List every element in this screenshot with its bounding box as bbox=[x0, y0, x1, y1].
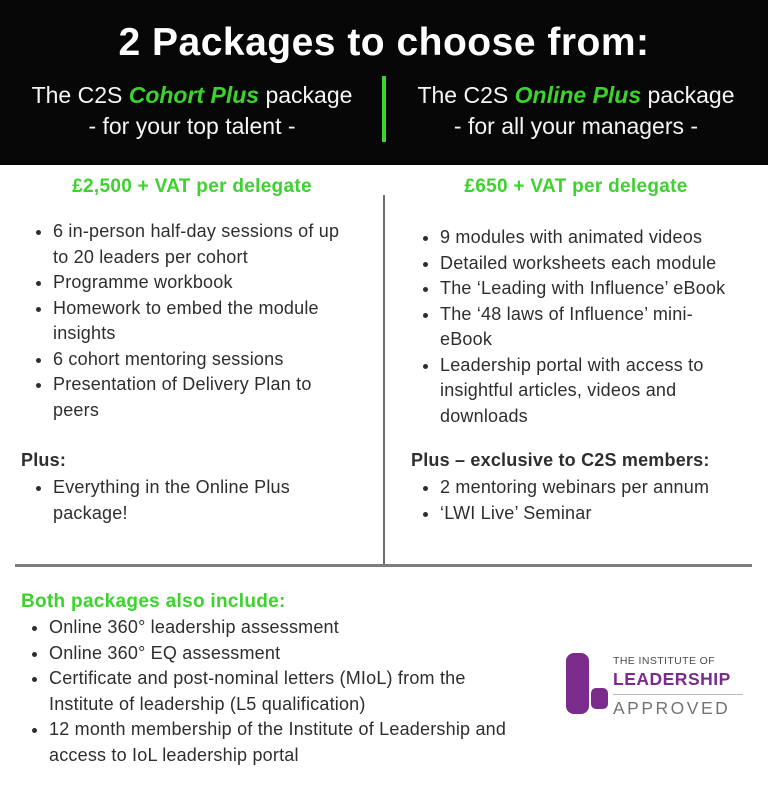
left-plus-heading: Plus: bbox=[21, 450, 67, 470]
list-item: • Certificate and post-nominal letters (MIoL) from the Institute of leadership (L5 qualification) bbox=[49, 666, 514, 717]
left-package-tagline: - for your top talent - bbox=[88, 113, 296, 139]
list-item: • 12 month membership of the Institute of Leadership and access to IoL leadership portal bbox=[49, 717, 514, 768]
header-banner bbox=[0, 0, 768, 165]
right-package-pre: The C2S bbox=[417, 82, 515, 108]
right-price: £650 + VAT per delegate bbox=[464, 176, 688, 197]
list-item: • Online 360° EQ assessment bbox=[49, 641, 514, 667]
right-package-tagline: - for all your managers - bbox=[453, 113, 699, 139]
logo-l-square-icon bbox=[591, 688, 608, 709]
list-item: • ‘LWI Live’ Seminar bbox=[440, 501, 736, 527]
column-divider bbox=[383, 195, 385, 565]
list-item: • The ‘48 laws of Influence’ mini-eBook bbox=[440, 302, 736, 353]
header-column-divider bbox=[382, 76, 386, 142]
right-package-name bbox=[384, 80, 768, 111]
list-item: • 6 in-person half-day sessions of up to 20 leaders per cohort bbox=[53, 219, 345, 270]
footer-feature-list bbox=[13, 615, 514, 768]
left-package-pre: The C2S bbox=[31, 82, 129, 108]
right-feature-list bbox=[404, 225, 736, 429]
list-item: • Detailed worksheets each module bbox=[440, 251, 736, 277]
list-item: • 9 modules with animated videos bbox=[440, 225, 736, 251]
left-package-post: package bbox=[259, 82, 353, 108]
logo-leadership: LEADERSHIP bbox=[613, 669, 731, 689]
list-item: • 2 mentoring webinars per annum bbox=[440, 475, 736, 501]
page-title: 2 Packages to choose from: bbox=[118, 21, 650, 64]
logo-l-bar-icon bbox=[566, 653, 589, 714]
logo-text-block bbox=[613, 655, 747, 719]
logo-rule bbox=[613, 694, 743, 695]
left-plus-list bbox=[17, 475, 345, 526]
section-divider bbox=[15, 564, 752, 567]
list-item: • The ‘Leading with Influence’ eBook bbox=[440, 276, 736, 302]
left-package-name bbox=[0, 80, 384, 111]
right-plus-list bbox=[404, 475, 736, 526]
institute-of-leadership-logo bbox=[558, 648, 754, 728]
list-item: • Online 360° leadership assessment bbox=[49, 615, 514, 641]
right-package-highlight: Online Plus bbox=[514, 82, 642, 108]
left-feature-list bbox=[17, 219, 345, 423]
left-price: £2,500 + VAT per delegate bbox=[72, 176, 312, 197]
left-package-subtitle bbox=[0, 80, 384, 142]
left-package-highlight: Cohort Plus bbox=[128, 82, 260, 108]
footer-heading: Both packages also include: bbox=[21, 591, 286, 612]
list-item: • Homework to embed the module insights bbox=[53, 296, 345, 347]
list-item: • Everything in the Online Plus package! bbox=[53, 475, 345, 526]
right-package-subtitle bbox=[384, 80, 768, 142]
logo-approved: APPROVED bbox=[613, 698, 731, 718]
right-package-post: package bbox=[641, 82, 735, 108]
list-item: • 6 cohort mentoring sessions bbox=[53, 347, 345, 373]
right-plus-heading: Plus – exclusive to C2S members: bbox=[411, 450, 710, 470]
logo-institute-of: THE INSTITUTE OF bbox=[613, 655, 716, 667]
list-item: • Leadership portal with access to insightful articles, videos and downloads bbox=[440, 353, 736, 430]
list-item: • Presentation of Delivery Plan to peers bbox=[53, 372, 345, 423]
list-item: • Programme workbook bbox=[53, 270, 345, 296]
